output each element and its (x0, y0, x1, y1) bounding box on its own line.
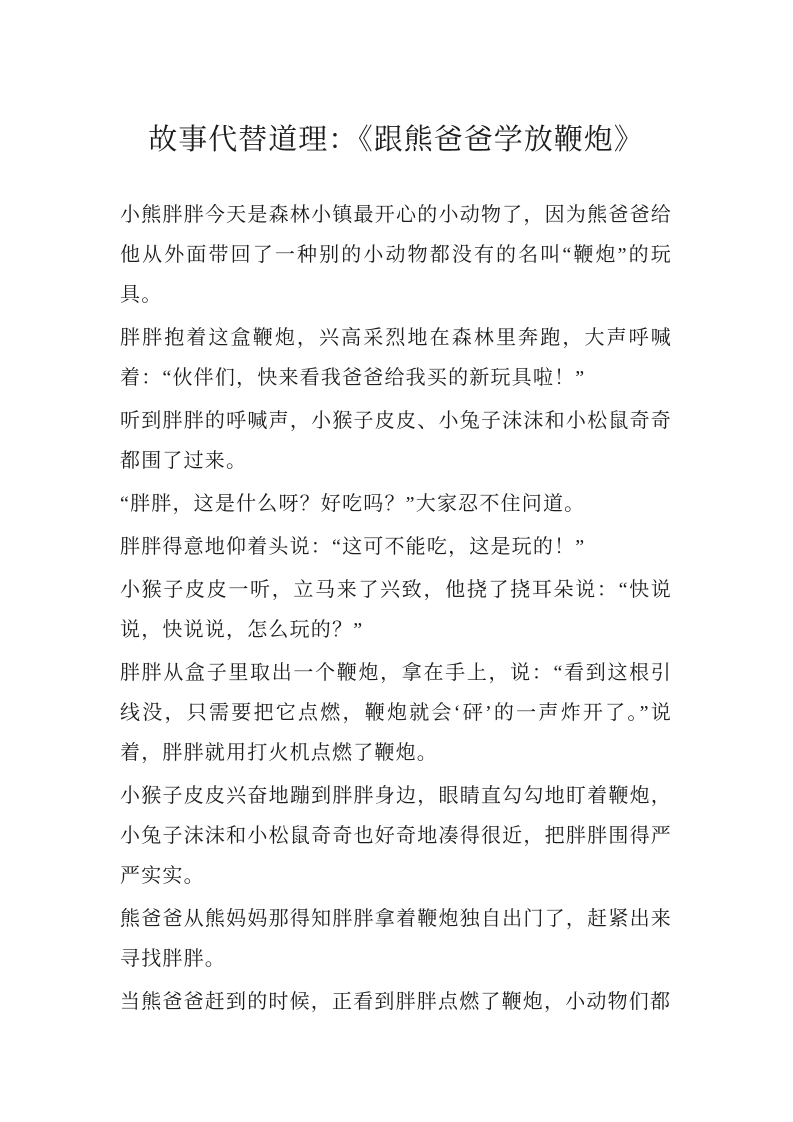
story-paragraph: 小猴子皮皮兴奋地蹦到胖胖身边，眼睛直勾勾地盯着鞭炮，小兔子沫沫和小松鼠奇奇也好奇地凑得很近，把胖胖围得严严实实。 (120, 785, 672, 887)
story-paragraph: 小猴子皮皮一听，立马来了兴致，他挠了挠耳朵说：“快说说，快说说，怎么玩的？” (120, 579, 672, 641)
story-paragraph: 胖胖抱着这盒鞭炮，兴高采烈地在森林里奔跑，大声呼喊着：“伙伴们，快来看我爸爸给我买的新玩具啦！” (120, 327, 672, 389)
story-paragraph: “胖胖，这是什么呀？好吃吗？”大家忍不住问道。 (120, 493, 586, 515)
story-paragraph: 小熊胖胖今天是森林小镇最开心的小动物了，因为熊爸爸给他从外面带回了一种别的小动物都没有的名叫“鞭炮”的玩具。 (120, 204, 672, 306)
story-paragraph: 听到胖胖的呼喊声，小猴子皮皮、小兔子沫沫和小松鼠奇奇都围了过来。 (120, 410, 672, 472)
story-paragraph: 胖胖从盒子里取出一个鞭炮，拿在手上，说：“看到这根引线没，只需要把它点燃，鞭炮就会‘砰’的一声炸开了。”说着，胖胖就用打火机点燃了鞭炮。 (120, 662, 672, 764)
story-paragraph: 当熊爸爸赶到的时候，正看到胖胖点燃了鞭炮，小动物们都 (120, 991, 672, 1013)
story-paragraph: 熊爸爸从熊妈妈那得知胖胖拿着鞭炮独自出门了，赶紧出来寻找胖胖。 (120, 908, 672, 970)
document-title: 故事代替道理：《跟熊爸爸学放鞭炮》 (148, 124, 644, 156)
story-paragraph: 胖胖得意地仰着头说：“这可不能吃，这是玩的！” (120, 536, 586, 558)
document-body (120, 195, 672, 1022)
